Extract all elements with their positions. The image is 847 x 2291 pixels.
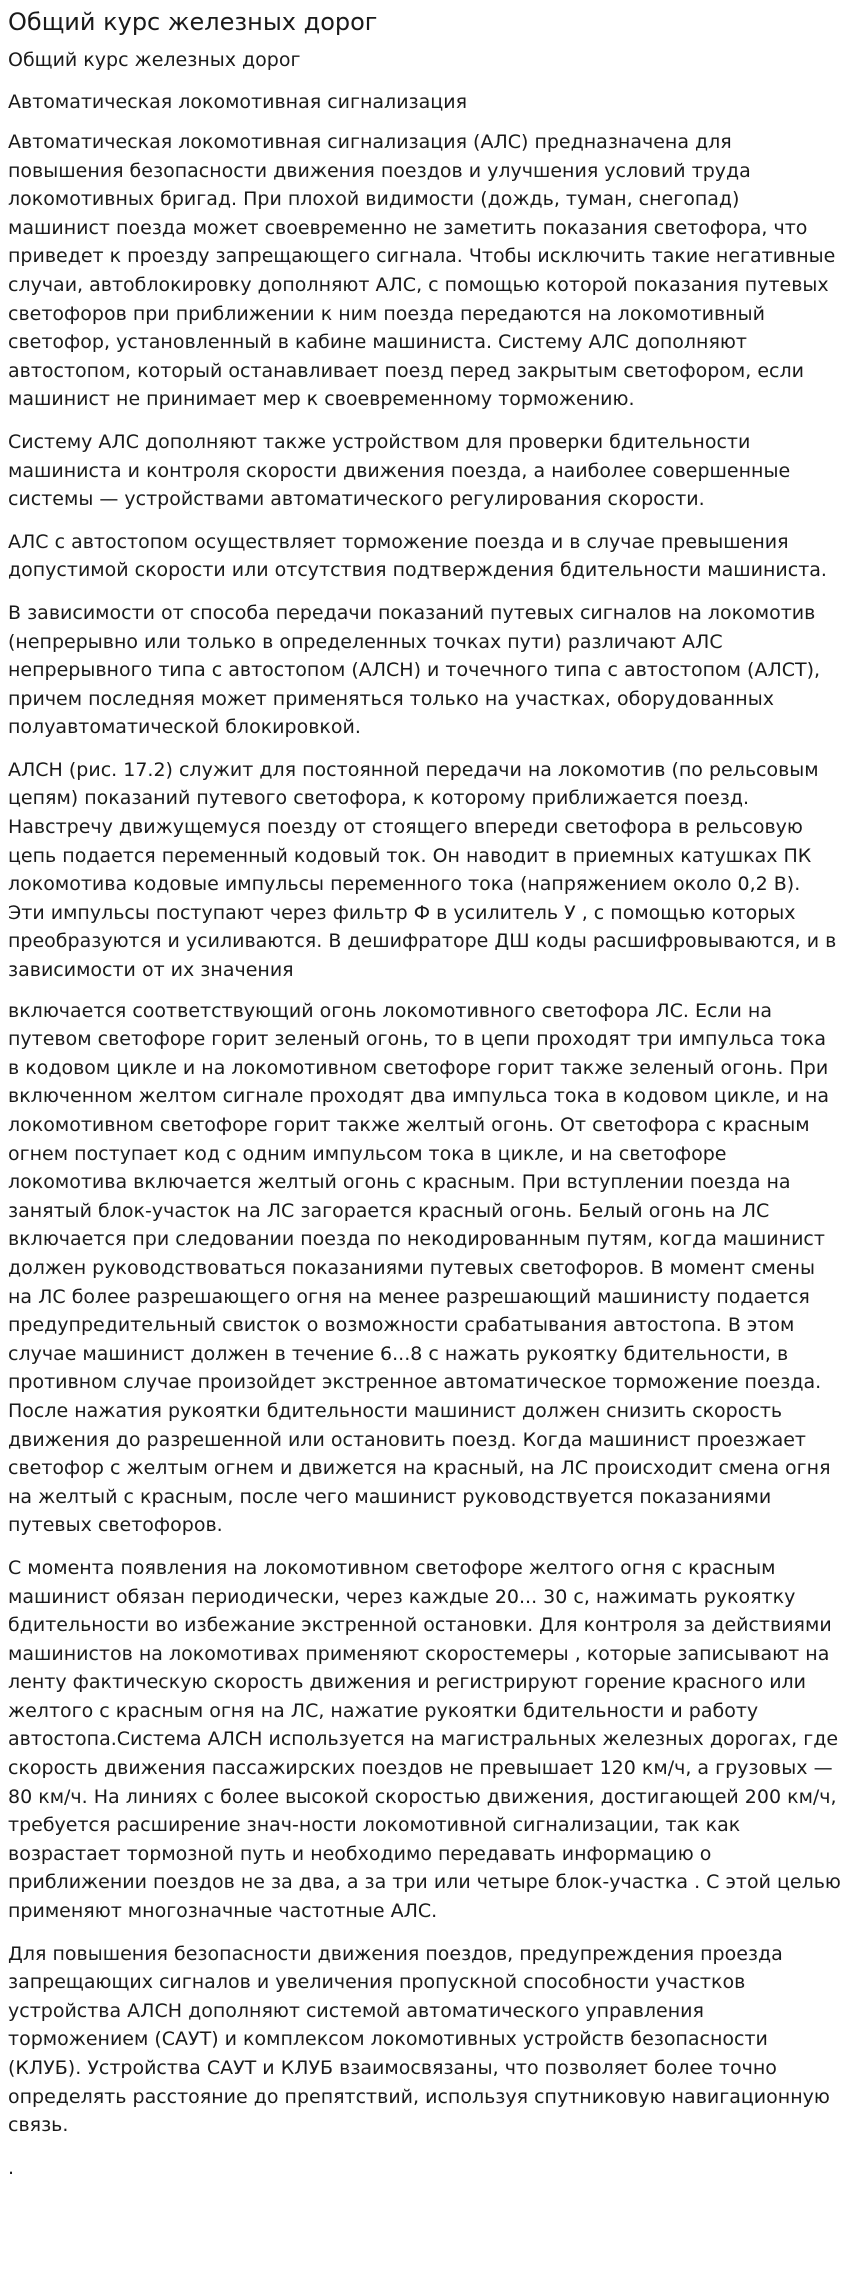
document-subtitle: Общий курс железных дорог — [8, 49, 301, 71]
paragraph: В зависимости от способа передачи показаний путевых сигналов на локомотив (непрерывно или только в определенных точках пути) различают АЛС непрерывного типа с автостопом (АЛСН) и точечного типа с автостопом (АЛСТ), причем последняя может применяться только на участках, оборудованных полуавтоматической блокировкой. — [8, 601, 821, 739]
article-body — [8, 128, 841, 2140]
section-title: Автоматическая локомотивная сигнализация — [8, 91, 467, 113]
trailing-mark: . — [8, 2156, 15, 2179]
paragraph: Автоматическая локомотивная сигнализация (АЛС) предназначена для повышения безопасности движения поездов и улучшения условий труда локомотивных бригад. При плохой видимости (дождь, туман, снегопад) машинист поезда может своевременно не заметить показания светофора, что приведет к проезду запрещающего сигнала. Чтобы исключить такие негативные случаи, автоблокировку дополняют АЛС, с помощью которой показания путевых светофоров при приближении к ним поезда передаются на локомотивный светофор, установленный в кабине машиниста. Систему АЛС дополняют автостопом, который останавливает поезд перед закрытым светофором, если машинист не принимает мер к своевременному торможению. — [8, 131, 836, 411]
paragraph: АЛСН (рис. 17.2) служит для постоянной передачи на локомотив (по рельсовым цепям) показаний путевого светофора, к которому приближается поезд. Навстречу движущемуся поезду от стоящего впереди светофора в рельсовую цепь подается переменный кодовый ток. Он наводит в приемных катушках ПК локомотива кодовые импульсы переменного тока (напряжением около 0,2 В). Эти импульсы поступают через фильтр Ф в усилитель У , с помощью которых преобразуются и усиливаются. В дешифраторе ДШ коды расшифровываются, и в зависимости от их значения — [8, 758, 837, 982]
paragraph: включается соответствующий огонь локомотивного светофора ЛС. Если на путевом светофоре горит зеленый огонь, то в цепи проходят три импульса тока в кодовом цикле и на локомотивном светофоре горит также зеленый огонь. При включенном желтом сигнале проходят два импульса тока в кодовом цикле, и на локомотивном светофоре горит также желтый огонь. От светофора с красным огнем поступает код с одним импульсом тока в цикле, и на светофоре локомотива включается желтый огонь с красным. При вступлении поезда на занятый блок-участок на ЛС загорается красный огонь. Белый огонь на ЛС включается при следовании поезда по некодированным путям, когда машинист должен руководствоваться показаниями путевых светофоров. В момент смены на ЛС более разрешающего огня на менее разрешающий машинисту подается предупредительный свисток о возможности срабатывания автостопа. В этом случае машинист должен в течение 6...8 с нажать рукоятку бдительности, в противном случае произойдет экстренное автоматическое торможение поезда. После нажатия рукоятки бдительности машинист должен снизить скорость движения до разрешенной или остановить поезд. Когда машинист проезжает светофор с желтым огнем и движется на красный, на ЛС происходит смена огня на желтый с красным, после чего машинист руководствуется показаниями путевых светофоров. — [8, 999, 831, 1537]
paragraph: Для повышения безопасности движения поездов, предупреждения проезда запрещающих сигналов и увеличения пропускной способности участков устройства АЛСН дополняют системой автоматического управления торможением (САУТ) и комплексом локомотивных устройств безопасности (КЛУБ). Устройства САУТ и КЛУБ взаимосвязаны, что позволяет более точно определять расстояние до препятствий, используя спутниковую навигационную связь. — [8, 1942, 830, 2137]
paragraph: АЛС с автостопом осуществляет торможение поезда и в случае превышения допустимой скорости или отсутствия подтверждения бдительности машиниста. — [8, 530, 827, 582]
paragraph: Систему АЛС дополняют также устройством для проверки бдительности машиниста и контроля скорости движения поезда, а наиболее совершенные системы — устройствами автоматического регулирования скорости. — [8, 430, 791, 511]
page-title: Общий курс железных дорог — [8, 8, 378, 36]
paragraph: С момента появления на локомотивном светофоре желтого огня с красным машинист обязан периодически, через каждые 20... 30 с, нажимать рукоятку бдительности во избежание экстренной остановки. Для контроля за действиями машинистов на локомотивах применяют скоростемеры , которые записывают на ленту фактическую скорость движения и регистрируют горение красного или желтого с красным огня на ЛС, нажатие рукоятки бдительности и работу автостопа.Система АЛСН используется на магистральных железных дорогах, где скорость движения пассажирских поездов не превышает 120 км/ч, а грузовых — 80 км/ч. На линиях с более высокой скоростью движения, достигающей 200 км/ч, требуется расширение знач-ности локомотивной сигнализации, так как возрастает тормозной путь и необходимо передавать информацию о приближении поездов не за два, а за три или четыре блок-участка . С этой целью применяют многозначные частотные АЛС. — [8, 1556, 841, 1923]
